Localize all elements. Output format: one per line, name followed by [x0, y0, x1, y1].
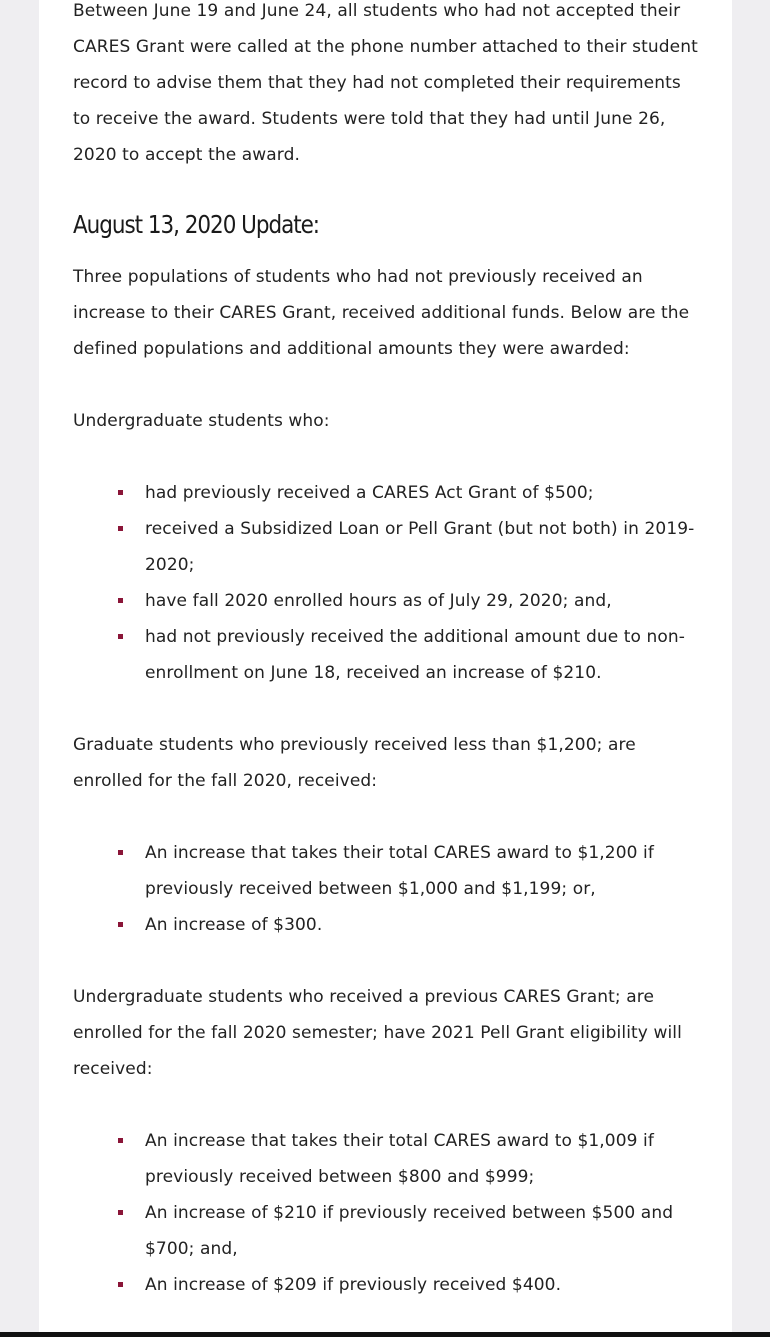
- footer-bar: [0, 1332, 770, 1337]
- list-item-text: had previously received a CARES Act Grant of $500;: [145, 483, 594, 503]
- graduate-criteria-list: [145, 835, 705, 943]
- update-heading: August 13, 2020 Update:: [73, 210, 320, 239]
- populations-paragraph: Three populations of students who had not previously received an increase to their CARES Grant, received additional funds. Below are the defined populations and additional amounts they were awarded:: [73, 267, 690, 359]
- list-item-text: had not previously received the additional amount due to non-enrollment on June 18, received an increase of $210.: [145, 627, 686, 683]
- undergrad-pell-criteria-list: [145, 1123, 705, 1303]
- list-item: [145, 1123, 705, 1195]
- square-bullet-icon: [118, 922, 123, 927]
- undergrad-pell-intro: Undergraduate students who received a previous CARES Grant; are enrolled for the fall 2020 semester; have 2021 Pell Grant eligibility will received:: [73, 987, 682, 1079]
- list-item: [145, 619, 705, 691]
- list-item-text: have fall 2020 enrolled hours as of July 29, 2020; and,: [145, 591, 612, 611]
- list-item-text: An increase of $300.: [145, 915, 323, 935]
- square-bullet-icon: [118, 850, 123, 855]
- square-bullet-icon: [118, 598, 123, 603]
- undergrad-criteria-list: [145, 475, 705, 691]
- square-bullet-icon: [118, 1210, 123, 1215]
- list-item: [145, 1195, 705, 1267]
- graduate-intro: Graduate students who previously received less than $1,200; are enrolled for the fall 2020, received:: [73, 735, 636, 791]
- square-bullet-icon: [118, 634, 123, 639]
- list-item: [145, 835, 705, 907]
- content-card: [39, 0, 732, 1332]
- list-item: [145, 907, 705, 943]
- list-item-text: received a Subsidized Loan or Pell Grant (but not both) in 2019-2020;: [145, 519, 695, 575]
- list-item-text: An increase that takes their total CARES award to $1,009 if previously received between $800 and $999;: [145, 1131, 654, 1187]
- square-bullet-icon: [118, 526, 123, 531]
- square-bullet-icon: [118, 1138, 123, 1143]
- list-item-text: An increase of $209 if previously received $400.: [145, 1275, 562, 1295]
- square-bullet-icon: [118, 1282, 123, 1287]
- list-item: [145, 511, 705, 583]
- list-item: [145, 475, 705, 511]
- list-item-text: An increase of $210 if previously received between $500 and $700; and,: [145, 1203, 674, 1259]
- undergrad-intro: Undergraduate students who:: [73, 411, 330, 431]
- list-item-text: An increase that takes their total CARES award to $1,200 if previously received between $1,000 and $1,199; or,: [145, 843, 654, 899]
- list-item: [145, 1267, 705, 1303]
- list-item: [145, 583, 705, 619]
- intro-paragraph: Between June 19 and June 24, all students who had not accepted their CARES Grant were called at the phone number attached to their student record to advise them that they had not completed their requirements to receive the award. Students were told that they had until June 26, 2020 to accept the award.: [73, 1, 698, 165]
- square-bullet-icon: [118, 490, 123, 495]
